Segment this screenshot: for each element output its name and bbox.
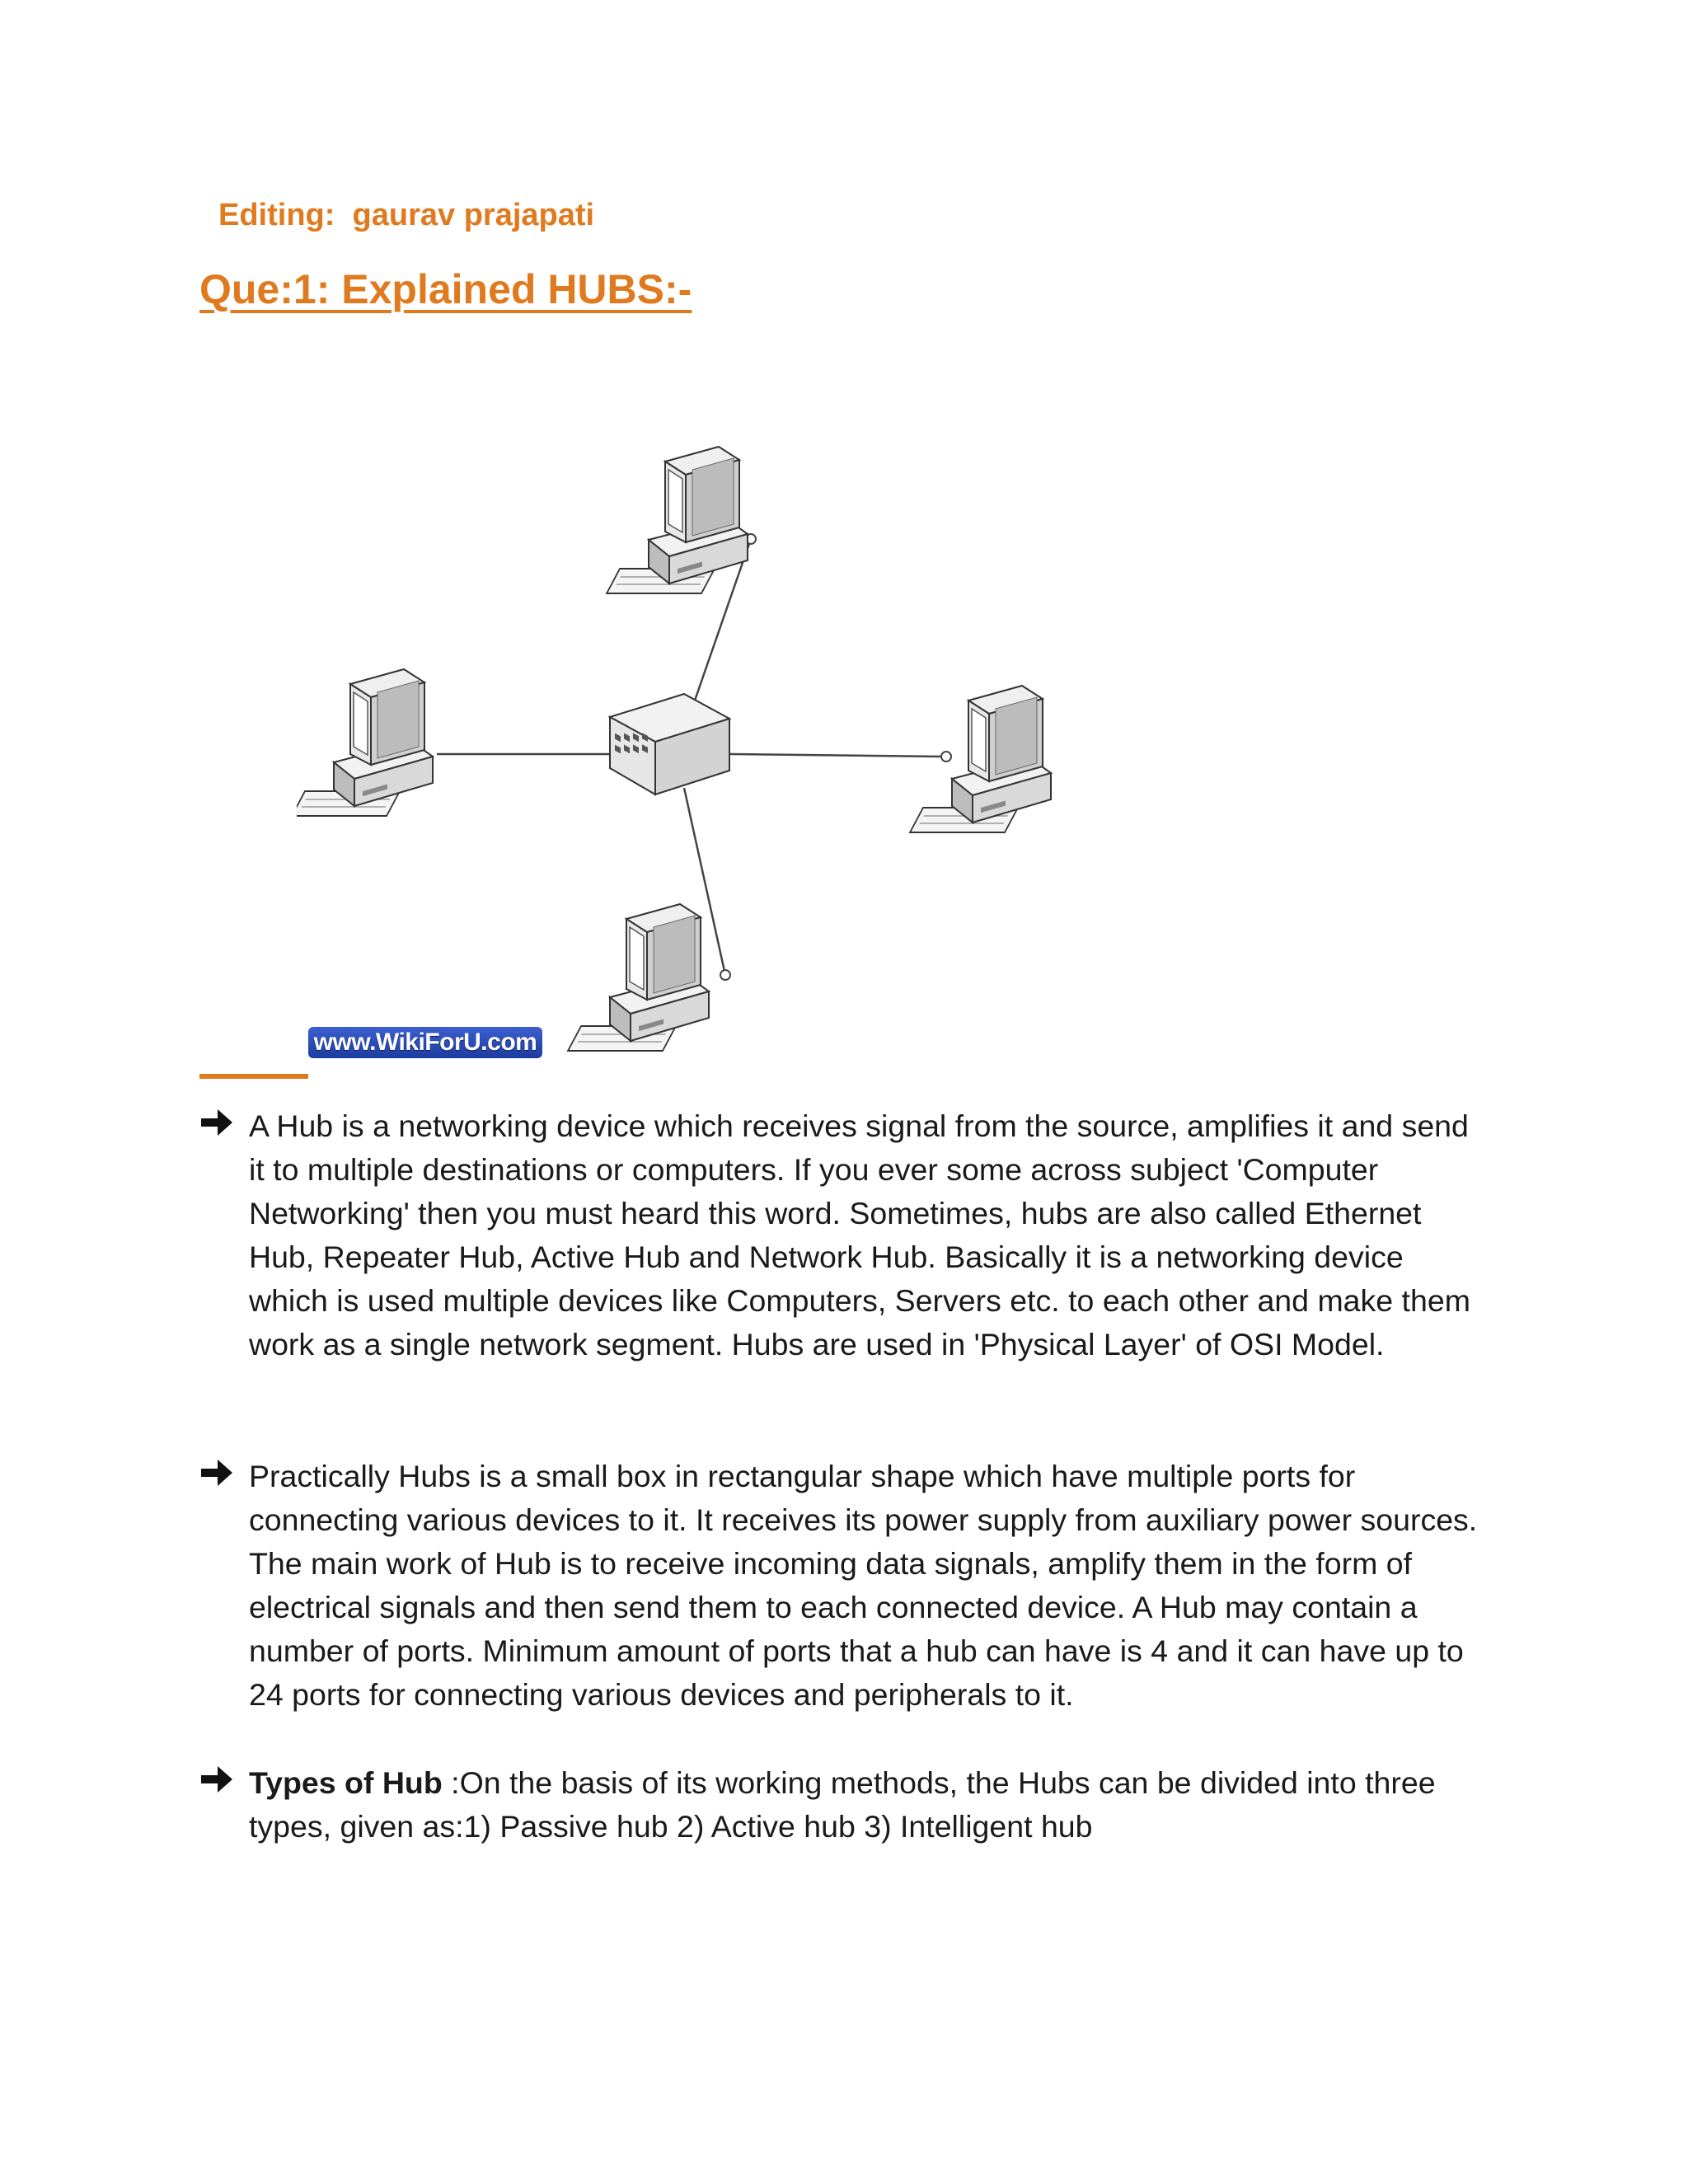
page-title: Que:1: Explained HUBS:-	[199, 266, 692, 312]
divider	[199, 1074, 308, 1079]
bullet-hub-types	[199, 1761, 1485, 1849]
computer-icon-top	[607, 447, 748, 593]
bullet-lead: Types of Hub	[249, 1765, 443, 1800]
watermark-logo: www.WikiForU.com	[308, 1027, 542, 1058]
bullet-body: :On the basis of its working methods, the Hubs can be divided into three types, given as:1) Passive hub 2) Active hub 3) Intelligent hub	[249, 1765, 1436, 1844]
hub-network-diagram	[297, 429, 1080, 1088]
bullet-hub-practical	[199, 1455, 1485, 1717]
editor-credit: Editing: gaurav prajapati	[218, 198, 595, 232]
network-hub-icon	[610, 694, 729, 794]
arrow-right-icon	[199, 1456, 234, 1489]
bullet-hub-definition	[199, 1104, 1485, 1366]
arrow-right-icon	[199, 1763, 234, 1796]
computer-icon-left	[297, 669, 433, 816]
bullet-text: A Hub is a networking device which receives signal from the source, amplifies it and send it to multiple destinations or computers. If you ever some across subject 'Computer Networking' then you must heard this word. Sometimes, hubs are also called Ethernet Hub, Repeater Hub, Active Hub and Network Hub. Basically it is a networking device which is used multiple devices like Computers, Servers etc. to each other and make them work as a single network segment. Hubs are used in 'Physical Layer' of OSI Model.	[249, 1108, 1470, 1361]
bullet-text	[249, 1761, 1485, 1849]
arrow-right-icon	[199, 1106, 234, 1139]
computer-icon-right	[910, 686, 1051, 832]
bullet-text: Practically Hubs is a small box in rectangular shape which have multiple ports for connecting various devices to it. It receives its power supply from auxiliary power sources. The main work of Hub is to receive incoming data signals, amplify them in the form of electrical signals and then send them to each connected device. A Hub may contain a number of ports. Minimum amount of ports that a hub can have is 4 and it can have up to 24 ports for connecting various devices and peripherals to it.	[249, 1459, 1478, 1712]
computer-icon-bottom	[568, 904, 709, 1051]
